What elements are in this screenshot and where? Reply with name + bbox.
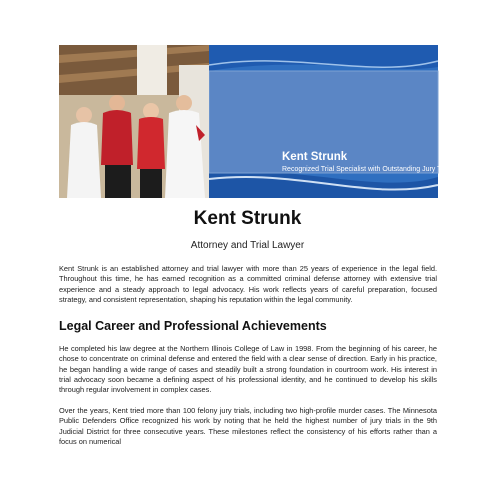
- banner-name: Kent Strunk: [282, 151, 348, 163]
- group-photo: [59, 45, 209, 198]
- page-subtitle: Attorney and Trial Lawyer: [190, 240, 305, 251]
- intro-paragraph: Kent Strunk is an established attorney and trial lawyer with more than 25 years of experience in the legal field. Throughout this time, he has earned recognition as a committed criminal defense attorney with extensive trial experience and a steady approach to legal advocacy. His work reflects years of careful preparation, focused strategy, and consistent representation, shaping his reputation within the legal community.: [59, 264, 437, 304]
- header-banner: [59, 45, 477, 198]
- banner-tagline: Recognized Trial Specialist with Outstanding Jury Trial Record.: [282, 166, 477, 173]
- page-title: Kent Strunk: [193, 208, 302, 229]
- achievements-paragraph: Over the years, Kent tried more than 100 felony jury trials, including two high-profile murder cases. The Minnesota Public Defenders Office recognized his work by noting that he held the highest number of jury trials in the 9th Judicial District for three consecutive years. These milestones reflect the consistency of his efforts rather than a focus on numerical: [59, 406, 437, 446]
- career-paragraph: He completed his law degree at the Northern Illinois College of Law in 1998. From the beginning of his career, he chose to concentrate on criminal defense and entered the field with a clear sense of direction. Early in his practice, he began handling a wide range of cases and steadily built a strong foundation in courtroom work. His interest in trial advocacy soon became a defining aspect of his professional identity, and he continued to develop his skills through regular involvement in complex cases.: [59, 344, 437, 395]
- section-heading: Legal Career and Professional Achievements: [59, 319, 327, 333]
